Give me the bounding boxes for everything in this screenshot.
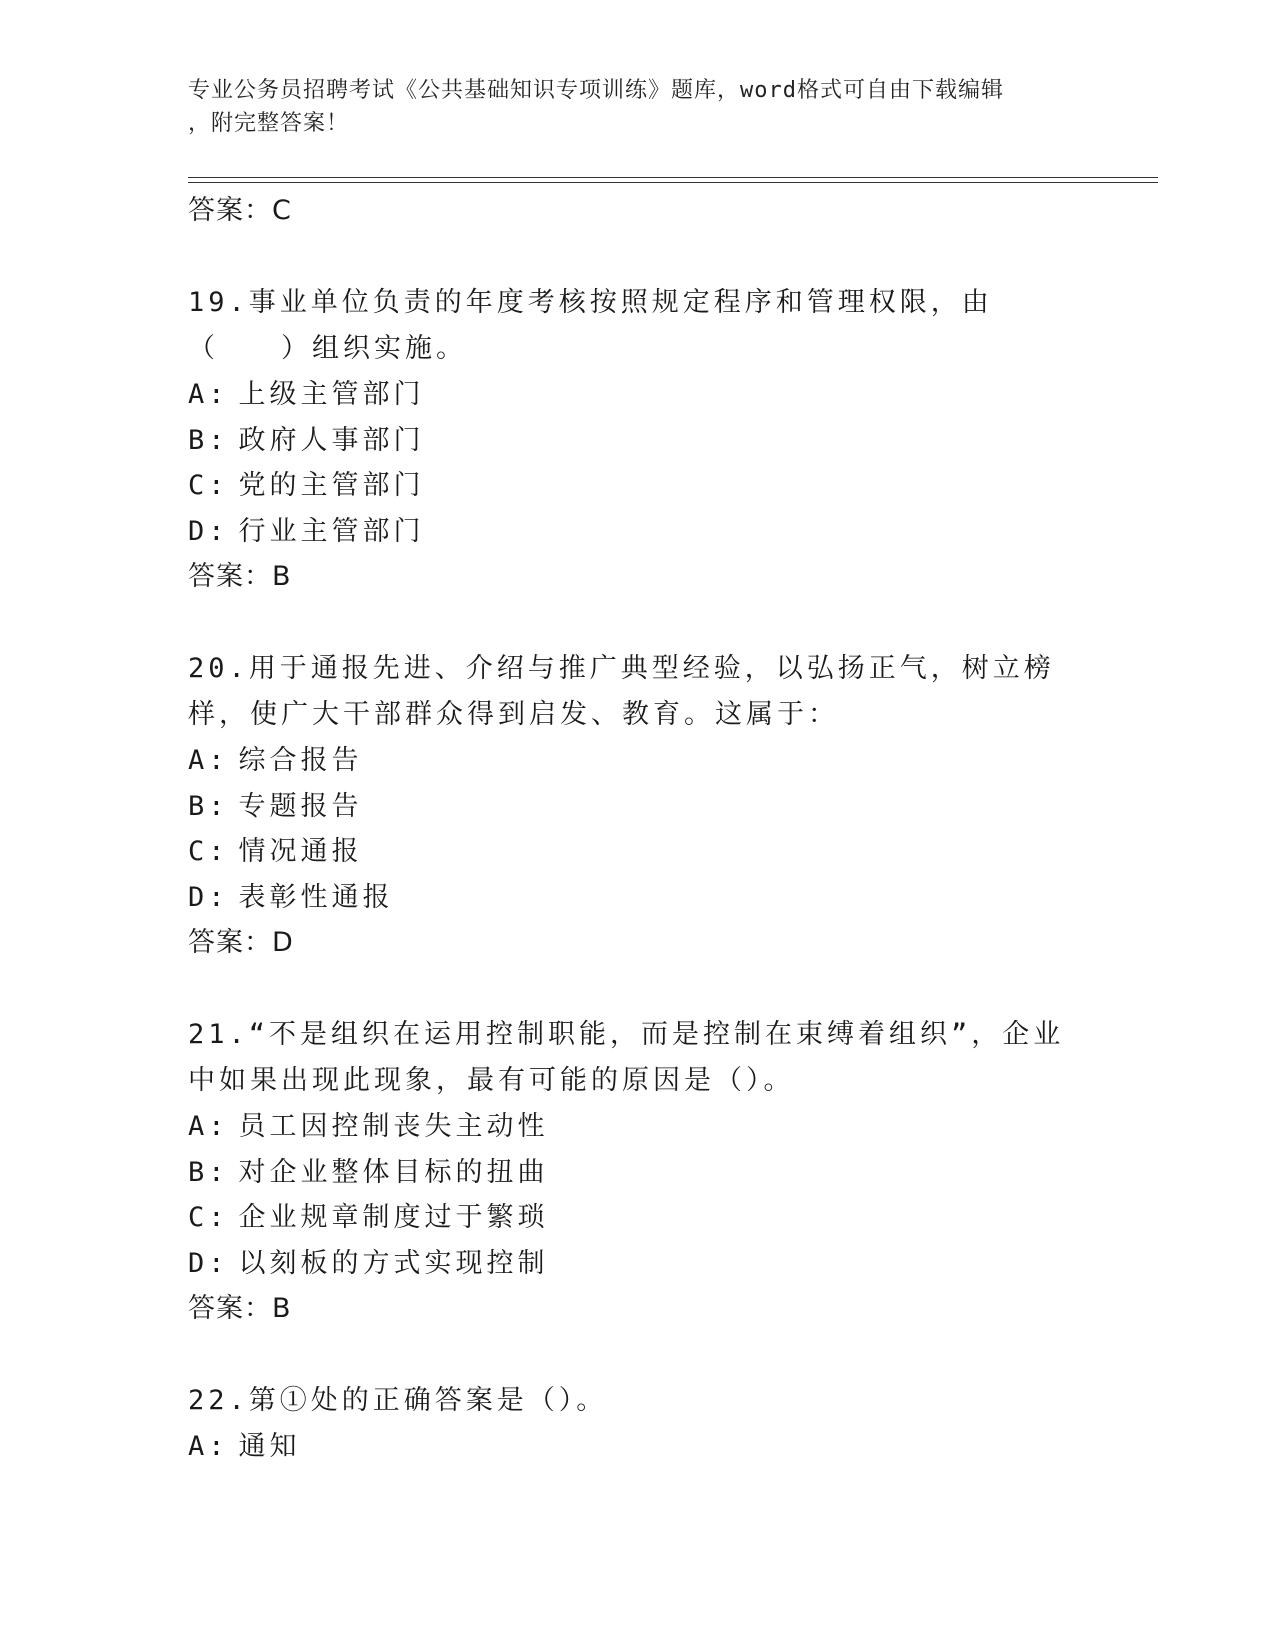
question-list	[188, 188, 1088, 1470]
question-stem: 19.事业单位负责的年度考核按照规定程序和管理权限，由（ ）组织实施。	[188, 287, 993, 364]
header-divider-top	[188, 177, 1158, 178]
option-b	[188, 418, 1088, 464]
option-letter: A:	[188, 1431, 229, 1462]
option-letter: C:	[188, 836, 229, 867]
option-text: 以刻板的方式实现控制	[238, 1247, 549, 1279]
question-block	[188, 646, 1088, 966]
option-letter: B:	[188, 790, 229, 822]
option-c	[188, 463, 1088, 509]
spacer	[188, 966, 1088, 1012]
header-line-2: ，附完整答案！	[188, 111, 350, 136]
option-text: 行业主管部门	[238, 515, 425, 547]
option-text: 企业规章制度过于繁琐	[238, 1202, 549, 1233]
option-a	[188, 1104, 1088, 1150]
spacer	[188, 600, 1088, 646]
option-c	[188, 1195, 1088, 1241]
option-letter: C:	[188, 470, 229, 501]
option-a	[188, 738, 1088, 784]
option-d	[188, 509, 1088, 555]
option-letter: A:	[188, 745, 229, 776]
option-letter: A:	[188, 379, 229, 410]
question-answer: 答案：D	[188, 927, 294, 958]
question-stem: 21.“不是组织在运用控制职能，而是控制在束缚着组织”，企业中如果出现此现象，最有可能的原因是（）。	[188, 1019, 1065, 1096]
option-text: 政府人事部门	[238, 424, 425, 456]
option-letter: D:	[188, 881, 229, 913]
option-text: 对企业整体目标的扭曲	[238, 1156, 549, 1188]
question-block	[188, 280, 1088, 600]
option-text: 员工因控制丧失主动性	[238, 1111, 549, 1142]
option-letter: D:	[188, 1247, 229, 1279]
option-d	[188, 1241, 1088, 1287]
spacer	[188, 1332, 1088, 1378]
option-a	[188, 372, 1088, 418]
option-c	[188, 829, 1088, 875]
header-line-1: 专业公务员招聘考试《公共基础知识专项训练》题库，word格式可自由下载编辑	[188, 78, 1004, 103]
option-text: 情况通报	[238, 836, 363, 867]
question-answer: 答案：B	[188, 561, 292, 592]
option-letter: B:	[188, 1156, 229, 1188]
option-letter: C:	[188, 1202, 229, 1233]
option-b	[188, 1150, 1088, 1196]
document-header	[188, 74, 1068, 140]
option-text: 通知	[238, 1431, 301, 1462]
option-text: 上级主管部门	[238, 379, 425, 410]
question-stem: 22.第①处的正确答案是（）。	[188, 1385, 608, 1416]
option-letter: B:	[188, 424, 229, 456]
header-divider-bottom	[188, 182, 1158, 183]
spacer	[188, 234, 1088, 280]
option-text: 表彰性通报	[238, 881, 394, 913]
question-stem: 20.用于通报先进、介绍与推广典型经验，以弘扬正气，树立榜样，使广大干部群众得到启发、教育。这属于：	[188, 653, 1055, 730]
option-a	[188, 1424, 1088, 1470]
option-text: 综合报告	[238, 745, 363, 776]
option-d	[188, 875, 1088, 921]
option-letter: A:	[188, 1111, 229, 1142]
option-b	[188, 784, 1088, 830]
previous-answer: 答案：C	[188, 195, 292, 226]
option-text: 专题报告	[238, 790, 363, 822]
option-letter: D:	[188, 515, 229, 547]
question-block	[188, 1378, 1088, 1470]
question-block	[188, 1012, 1088, 1332]
question-answer: 答案：B	[188, 1293, 292, 1324]
option-text: 党的主管部门	[238, 470, 425, 501]
